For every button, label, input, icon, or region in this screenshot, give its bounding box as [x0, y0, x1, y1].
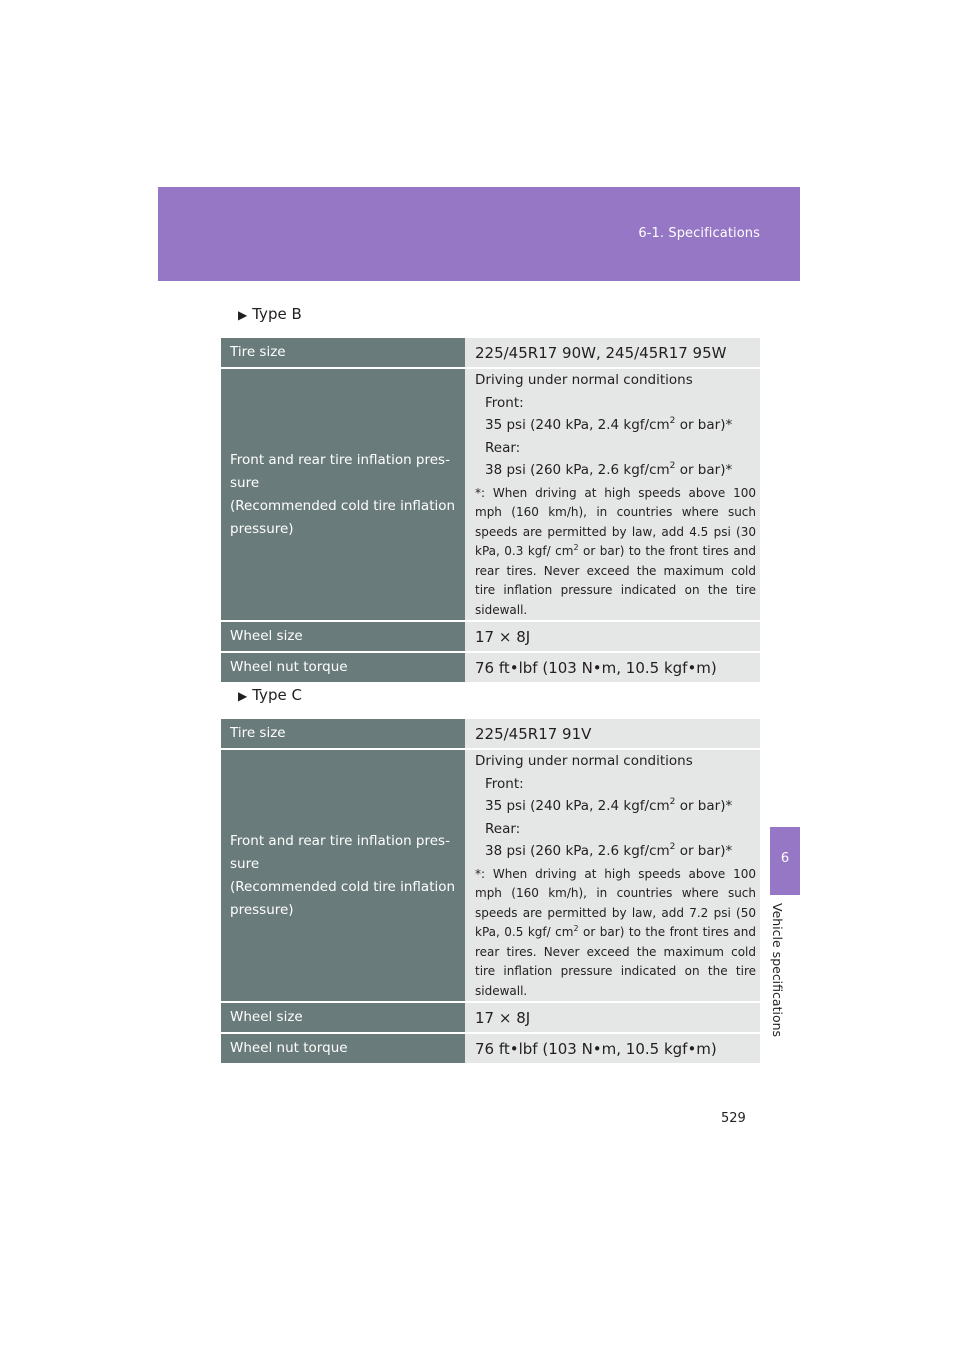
label-line: pressure): [230, 901, 294, 918]
label-line: Front and rear tire inflation pres-: [230, 832, 450, 849]
type-b-heading: [238, 305, 302, 323]
wheel-size-label: Wheel size: [221, 1002, 465, 1033]
wheel-nut-torque-value: 76 ft•lbf (103 N•m, 10.5 kgf•m): [465, 1033, 760, 1064]
pressure-block: [475, 750, 756, 863]
superscript: 2: [573, 543, 579, 552]
inflation-pressure-label: [221, 368, 465, 621]
rear-pressure-a: 38 psi (260 kPa, 2.6 kgf/cm: [485, 843, 670, 859]
wheel-size-value: 17 × 8J: [465, 1002, 760, 1033]
rear-label: Rear:: [485, 820, 521, 837]
label-line: (Recommended cold tire inflation: [230, 497, 456, 514]
section-title: 6-1. Specifications: [638, 226, 760, 241]
superscript: 2: [573, 924, 579, 933]
front-pressure-b: or bar)*: [675, 417, 733, 433]
note-part-b: or bar) to the front tires and rear tires. Never exceed the maximum cold tire inflation pressure indicated on the tire sidewall.: [475, 544, 756, 617]
table-row: [221, 621, 760, 652]
table-row: [221, 1033, 760, 1064]
high-speed-note: [475, 865, 756, 1002]
rear-pressure: [475, 840, 756, 863]
wheel-nut-torque-value: 76 ft•lbf (103 N•m, 10.5 kgf•m): [465, 652, 760, 683]
note-part-a: *: When driving at high speeds above 100 mph (160 km/h), in countries where such speeds are permitted by law, add 7.2 psi (50 kPa, 0.5 kgf/ cm: [475, 866, 756, 939]
table-row: [221, 652, 760, 683]
tire-size-value: 225/45R17 91V: [465, 719, 760, 749]
table-row: [221, 338, 760, 368]
rear-pressure-b: or bar)*: [675, 843, 733, 859]
driving-condition: Driving under normal conditions: [475, 753, 693, 769]
front-pressure-a: 35 psi (240 kPa, 2.4 kgf/cm: [485, 798, 670, 814]
label-line: sure: [230, 855, 260, 872]
wheel-nut-torque-label: Wheel nut torque: [221, 1033, 465, 1064]
rear-pressure-a: 38 psi (260 kPa, 2.6 kgf/cm: [485, 462, 670, 478]
superscript: 2: [669, 797, 676, 807]
label-line: sure: [230, 474, 260, 491]
driving-condition: Driving under normal conditions: [475, 372, 693, 388]
label-line: pressure): [230, 520, 294, 537]
tire-size-label: Tire size: [221, 719, 465, 749]
tire-size-label: Tire size: [221, 338, 465, 368]
rear-pressure-b: or bar)*: [675, 462, 733, 478]
wheel-size-label: Wheel size: [221, 621, 465, 652]
inflation-pressure-value: [465, 368, 760, 621]
label-line: (Recommended cold tire inflation: [230, 878, 456, 895]
type-c-heading-text: Type C: [252, 686, 302, 704]
front-pressure: [475, 414, 756, 437]
front-pressure-a: 35 psi (240 kPa, 2.4 kgf/cm: [485, 417, 670, 433]
superscript: 2: [669, 416, 676, 426]
chapter-side-label: [772, 903, 798, 1043]
chapter-number: 6: [780, 851, 790, 866]
chapter-tab: [770, 827, 800, 895]
table-row: [221, 368, 760, 621]
table-row: [221, 1002, 760, 1033]
rear-label: Rear:: [485, 439, 521, 456]
wheel-size-value: 17 × 8J: [465, 621, 760, 652]
pressure-block: [475, 369, 756, 482]
page-number: 529: [721, 1111, 746, 1126]
inflation-pressure-value: [465, 749, 760, 1002]
superscript: 2: [669, 461, 676, 471]
front-label: Front:: [485, 775, 524, 792]
high-speed-note: [475, 484, 756, 621]
type-b-spec-table: [221, 338, 760, 684]
wheel-nut-torque-label: Wheel nut torque: [221, 652, 465, 683]
note-part-a: *: When driving at high speeds above 100 mph (160 km/h), in countries where such speeds are permitted by law, add 4.5 psi (30 kPa, 0.3 kgf/ cm: [475, 485, 756, 558]
triangle-right-icon: ▶: [238, 308, 248, 322]
tire-size-value: 225/45R17 90W, 245/45R17 95W: [465, 338, 760, 368]
chapter-label: Vehicle specifications: [770, 903, 785, 1038]
note-part-b: or bar) to the front tires and rear tires. Never exceed the maximum cold tire inflation pressure indicated on the tire sidewall.: [475, 925, 756, 998]
header-band: [158, 187, 800, 281]
front-label: Front:: [485, 394, 524, 411]
rear-pressure: [475, 459, 756, 482]
front-pressure: [475, 795, 756, 818]
front-pressure-b: or bar)*: [675, 798, 733, 814]
type-c-spec-table: [221, 719, 760, 1065]
label-line: Front and rear tire inflation pres-: [230, 451, 450, 468]
type-b-heading-text: Type B: [252, 305, 302, 323]
triangle-right-icon: ▶: [238, 689, 248, 703]
table-row: [221, 749, 760, 1002]
table-row: [221, 719, 760, 749]
superscript: 2: [669, 842, 676, 852]
inflation-pressure-label: [221, 749, 465, 1002]
type-c-heading: [238, 686, 302, 704]
